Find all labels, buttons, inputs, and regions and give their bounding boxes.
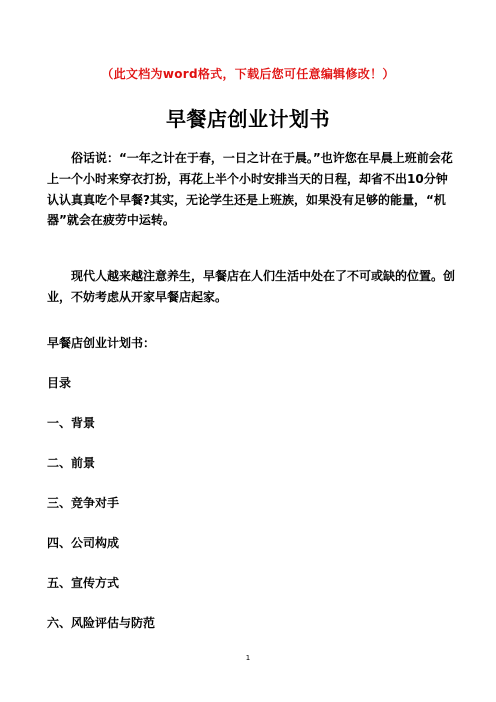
intro-paragraph: 俗话说：“一年之计在于春，一日之计在于晨。”也许您在早晨上班前会花上一个小时来穿衣打扮，再花上半个小时安排当天的日程，却省不出10分钟认认真真吃个早餐?其实，无论学生还是上班族，如果没有足够的能量，“机器”就会在疲劳中运转。 xyxy=(47,151,453,228)
toc-item: 三、竞争对手 xyxy=(47,496,120,510)
toc-item: 六、风险评估与防范 xyxy=(47,616,156,630)
edit-notice: （此文档为word格式，下载后您可任意编辑修改！） xyxy=(101,67,395,81)
toc-heading: 目录 xyxy=(47,376,72,390)
toc-item: 一、背景 xyxy=(47,416,96,430)
page-number: 1 xyxy=(245,654,251,662)
second-paragraph: 现代人越来越注意养生，早餐店在人们生活中处在了不可或缺的位置。创业，不妨考虑从开家早餐店起家。 xyxy=(47,269,456,304)
toc-item: 二、前景 xyxy=(47,456,96,470)
plan-label: 早餐店创业计划书： xyxy=(47,336,156,350)
toc-item: 五、宣传方式 xyxy=(47,576,120,590)
document-title: 早餐店创业计划书 xyxy=(166,107,330,131)
toc-item: 四、公司构成 xyxy=(47,536,120,550)
